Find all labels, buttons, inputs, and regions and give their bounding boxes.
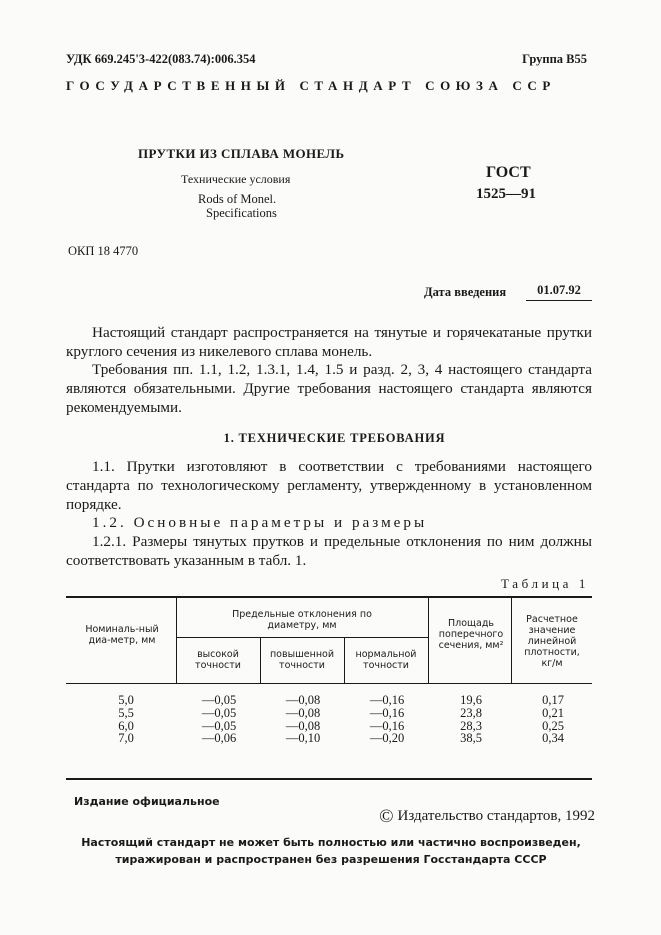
table-cell: —0,08 [285,705,321,720]
table-cell: 6,0 [118,718,134,733]
table-cell: —0,05 [201,718,237,733]
header-normal-precision: нормальной точности [355,649,417,671]
table-cell: 38,5 [460,731,482,746]
paragraph-1-2-heading: 1.2. Основные параметры и размеры [92,514,428,531]
table-cell: —0,20 [369,731,405,746]
header-density: Расчетное значение линейной плотности, кг/м [524,614,580,669]
copyright-text: Издательство стандартов, 1992 [397,808,595,824]
header-increased-precision: повышенной точности [269,649,335,671]
col-density [518,694,588,745]
table-cell: —0,05 [201,693,237,707]
gost-number: 1525—91 [476,186,536,202]
table-col-divider [260,637,261,683]
table-cell: 7,0 [118,731,134,746]
table-cell: 23,8 [460,705,482,720]
header-deviations: Предельные отклонения по диаметру, мм [232,609,372,631]
table-cell: 0,17 [542,693,564,707]
table-cell: —0,06 [201,731,237,746]
paragraph-requirements: Требования пп. 1.1, 1.2, 1.3.1, 1.4, 1.5 и разд. 2, 3, 4 настоящего стандарта являются обязательными. Другие требования настоящего стандарта являются рекомендуемыми. [66,361,592,416]
table-cell: 0,34 [542,731,564,746]
udc-code: УДК 669.245'3-422(083.74):006.354 [66,52,256,66]
col-normal [350,694,424,745]
table-top-rule [66,596,592,598]
table-cell: 0,21 [542,705,564,720]
table-subheader-rule [176,637,428,638]
english-title-line1: Rods of Monel. [198,192,277,206]
col-increased [266,694,340,745]
table-cell: 0,25 [542,718,564,733]
intro-date-value: 01.07.92 [526,283,592,301]
reproduction-notice: Настоящий стандарт не может быть полностью или частично воспроизведен, тиражирован и распространен без разрешения Госстандарта СССР [81,836,581,866]
paragraph-1-1: 1.1. Прутки изготовляют в соответствии с требованиями настоящего стандарта по технологическому регламенту, утвержденному в установленном порядке. [66,458,592,513]
table-col-divider [511,596,512,683]
table-cell: —0,16 [369,718,405,733]
table-col-divider [428,596,429,683]
table-bottom-rule [66,778,592,780]
document-subtitle: Технические условия [181,172,291,186]
table-col-divider [344,637,345,683]
table-cell: 5,0 [118,693,134,707]
col-diameter [86,694,166,745]
table-col-divider [176,596,177,683]
header-area: Площадь поперечного сечения, мм² [438,618,504,651]
paragraph-1-2-1: 1.2.1. Размеры тянутых прутков и предельные отклонения по ним должны соответствовать указанным в табл. 1. [66,533,592,569]
header-diameter: Номиналь-ный диа-метр, мм [85,624,159,646]
table-cell: —0,16 [369,693,405,707]
table-cell: —0,08 [285,693,321,707]
paragraph-scope: Настоящий стандарт распространяется на тянутые и горячекатаные прутки круглого сечения из никелевого сплава монель. [66,324,592,360]
table-title: Таблица 1 [501,576,589,591]
table-cell: —0,16 [369,705,405,720]
header-high-precision: высокой точности [195,649,241,671]
table-header-rule [66,683,592,684]
english-title-line2: Specifications [206,206,277,220]
copyright-icon: © [379,806,394,827]
table-cell: —0,05 [201,705,237,720]
copyright-line [379,806,595,828]
gost-label: ГОСТ [486,164,531,181]
official-edition-label: Издание официальное [74,795,220,808]
state-standard-header: ГОСУДАРСТВЕННЫЙ СТАНДАРТ СОЮЗА ССР [66,78,556,93]
table-cell: 5,5 [118,705,134,720]
document-title: ПРУТКИ ИЗ СПЛАВА МОНЕЛЬ [138,146,345,161]
col-area [436,694,506,745]
col-high [182,694,256,745]
table-cell: 19,6 [460,693,482,707]
group-code: Группа В55 [522,52,587,66]
table-cell: —0,08 [285,718,321,733]
table-cell: 28,3 [460,718,482,733]
intro-date-label: Дата введения [424,285,507,299]
dimensions-table [66,596,592,780]
okp-code: ОКП 18 4770 [68,244,139,258]
table-cell: —0,10 [285,731,321,746]
section-title: 1. ТЕХНИЧЕСКИЕ ТРЕБОВАНИЯ [223,431,446,445]
